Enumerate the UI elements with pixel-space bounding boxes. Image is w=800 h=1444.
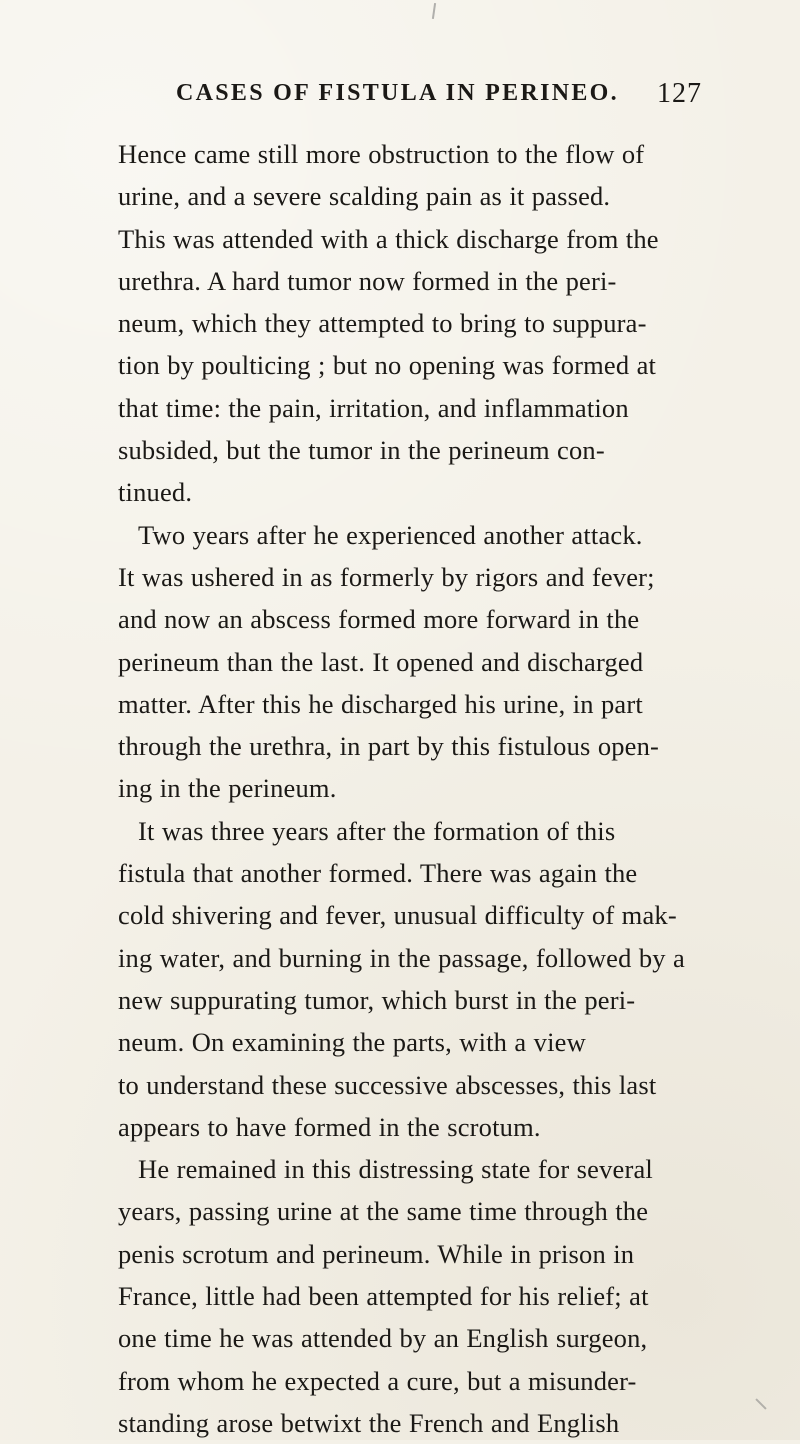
text-line: perineum than the last. It opened and discharged <box>118 646 644 677</box>
text-line: tion by poulticing ; but no opening was formed at <box>118 350 657 381</box>
text-line: urine, and a severe scalding pain as it passed. <box>118 181 611 212</box>
main-text <box>118 133 718 1444</box>
text-line: standing arose betwixt the French and English <box>118 1407 620 1438</box>
text-line: ing in the perineum. <box>118 773 337 804</box>
text-line: tinued. <box>118 477 193 508</box>
text-line: Hence came still more obstruction to the flow of <box>118 139 645 169</box>
text-line: This was attended with a thick discharge from the <box>118 223 659 254</box>
text-line: neum, which they attempted to bring to suppura- <box>118 308 647 339</box>
printing-mark <box>755 1398 766 1409</box>
text-line: to understand these successive abscesses, this last <box>118 1069 657 1100</box>
text-line: one time he was attended by an English surgeon, <box>118 1323 648 1354</box>
text-line: neum. On examining the parts, with a view <box>118 1027 586 1058</box>
text-line: through the urethra, in part by this fistulous open- <box>118 731 660 762</box>
text-line: matter. After this he discharged his urine, in part <box>118 688 643 719</box>
text-line: He remained in this distressing state for several <box>138 1154 653 1185</box>
text-line: that time: the pain, irritation, and inflammation <box>118 392 629 423</box>
page-header <box>176 80 702 116</box>
text-line: from whom he expected a cure, but a misunder- <box>118 1365 637 1396</box>
text-line: new suppurating tumor, which burst in the peri- <box>118 984 636 1015</box>
text-line: It was ushered in as formerly by rigors and fever; <box>118 561 655 592</box>
text-line: subsided, but the tumor in the perineum con- <box>118 435 605 466</box>
printing-mark <box>432 3 436 19</box>
text-line: Two years after he experienced another attack. <box>138 519 643 550</box>
text-line: It was three years after the formation of this <box>138 815 616 846</box>
text-line: ing water, and burning in the passage, followed by a <box>118 942 685 973</box>
running-head: CASES OF FISTULA IN PERINEO. <box>176 80 619 106</box>
text-line: urethra. A hard tumor now formed in the peri- <box>118 265 617 296</box>
page-number: 127 <box>657 78 702 109</box>
text-line: cold shivering and fever, unusual difficulty of mak- <box>118 900 677 931</box>
text-line: penis scrotum and perineum. While in prison in <box>118 1238 635 1269</box>
text-line: fistula that another formed. There was again the <box>118 858 638 889</box>
text-line: years, passing urine at the same time through the <box>118 1196 649 1227</box>
text-line: and now an abscess formed more forward in the <box>118 604 640 635</box>
text-line: France, little had been attempted for his relief; at <box>118 1281 649 1312</box>
text-line: appears to have formed in the scrotum. <box>118 1111 541 1142</box>
